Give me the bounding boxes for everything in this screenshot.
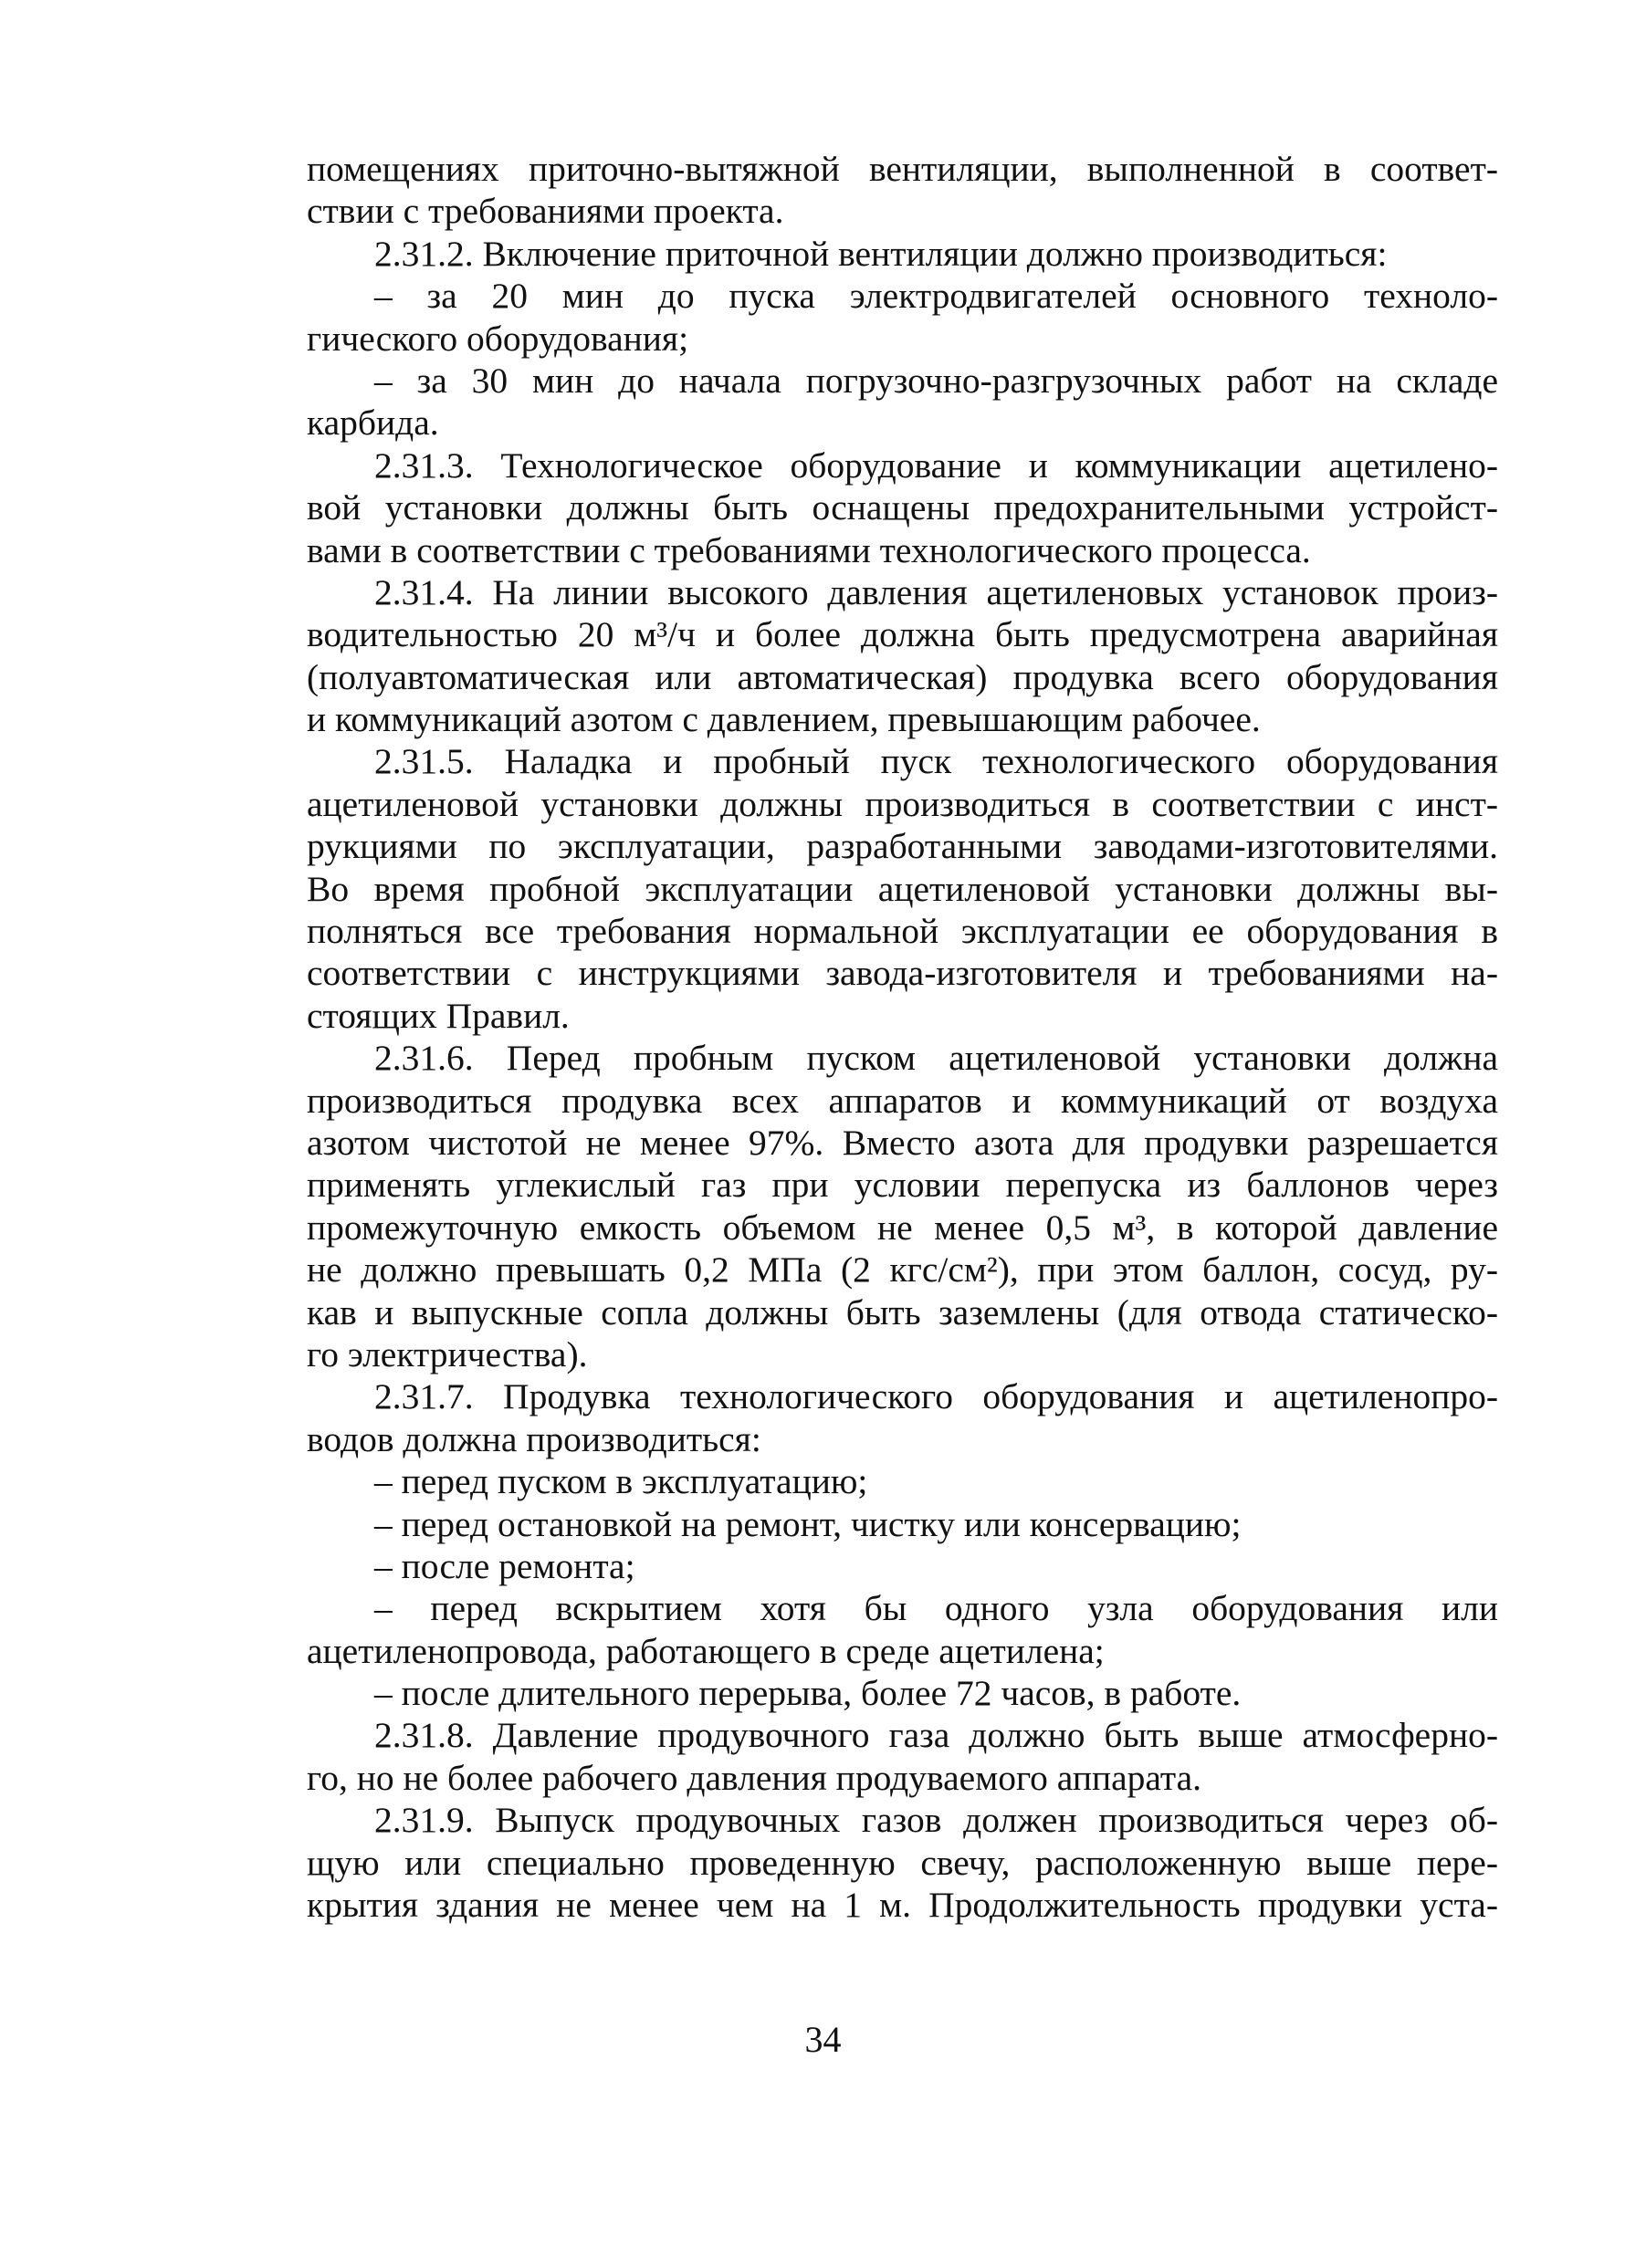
text-line: вами в соответствии с требованиями технологического процесса.	[307, 529, 1311, 570]
text-line: полняться все требования нормальной эксплуатации ее оборудования в	[307, 911, 1498, 952]
text-line: не должно превышать 0,2 МПа (2 кгс/см²), при этом баллон, сосуд, ру-	[307, 1249, 1498, 1291]
text-line: ацетиленопровода, работающего в среде ацетилена;	[307, 1630, 1105, 1671]
text-line: водительностью 20 м³/ч и более должна быть предусмотрена аварийная	[307, 614, 1498, 655]
text-line: (полуавтоматическая или автоматическая) продувка всего оборудования	[307, 656, 1498, 697]
text-line: ствии с требованиями проекта.	[307, 191, 784, 232]
clause-2-31-2: 2.31.2. Включение приточной вентиляции должно производиться:	[374, 233, 1388, 274]
clause-2-31-8: 2.31.8. Давление продувочного газа должно быть выше атмосферно-	[374, 1715, 1498, 1756]
list-item: – за 20 мин до пуска электродвигателей основного техноло-	[374, 276, 1498, 317]
text-line: го, но не более рабочего давления продуваемого аппарата.	[307, 1757, 1202, 1798]
clause-2-31-3: 2.31.3. Технологическое оборудование и коммуникации ацетилено-	[374, 444, 1498, 486]
text-line: го электричества).	[307, 1333, 588, 1374]
text-line: вой установки должны быть оснащены предохранительными устройст-	[307, 487, 1498, 528]
text-line: щую или специально проведенную свечу, расположенную выше пере-	[307, 1842, 1498, 1883]
text-line: соответствии с инструкциями завода-изготовителя и требованиями на-	[307, 953, 1498, 994]
clause-2-31-7: 2.31.7. Продувка технологического оборудования и ацетиленопро-	[374, 1376, 1498, 1417]
clause-2-31-6: 2.31.6. Перед пробным пуском ацетиленовой установки должна	[374, 1038, 1498, 1079]
list-item: – после длительного перерыва, более 72 часов, в работе.	[374, 1673, 1242, 1714]
clause-2-31-4: 2.31.4. На линии высокого давления ацетиленовых установок произ-	[374, 571, 1498, 612]
text-line: азотом чистотой не менее 97%. Вместо азота для продувки разрешается	[307, 1122, 1498, 1163]
list-item: – перед вскрытием хотя бы одного узла оборудования или	[374, 1588, 1498, 1629]
page-number: 34	[804, 2019, 842, 2060]
text-line: промежуточную емкость объемом не менее 0,5 м³, в которой давление	[307, 1207, 1498, 1248]
text-line: водов должна производиться:	[307, 1418, 761, 1459]
text-line: стоящих Правил.	[307, 995, 570, 1036]
list-item: – за 30 мин до начала погрузочно-разгрузочных работ на складе	[374, 360, 1498, 401]
list-item: – после ремонта;	[374, 1545, 635, 1586]
list-item: – перед пуском в эксплуатацию;	[374, 1461, 868, 1502]
list-item: – перед остановкой на ремонт, чистку или консервацию;	[374, 1503, 1242, 1544]
body-text	[307, 148, 1498, 1926]
text-line: рукциями по эксплуатации, разработанными заводами-изготовителями.	[307, 826, 1498, 867]
text-line: кав и выпускные сопла должны быть заземлены (для отвода статическо-	[307, 1291, 1498, 1333]
text-line: применять углекислый газ при условии перепуска из баллонов через	[307, 1165, 1498, 1206]
text-line: Во время пробной эксплуатации ацетиленовой установки должны вы-	[307, 868, 1498, 909]
text-line: карбида.	[307, 402, 439, 444]
text-line: гического оборудования;	[307, 318, 689, 359]
text-line: помещениях приточно-вытяжной вентиляции, выполненной в соответ-	[307, 149, 1498, 189]
text-line: ацетиленовой установки должны производиться в соответствии с инст-	[307, 783, 1498, 824]
text-line: производиться продувка всех аппаратов и коммуникаций от воздуха	[307, 1080, 1498, 1121]
text-line: и коммуникаций азотом с давлением, превышающим рабочее.	[307, 699, 1261, 740]
clause-2-31-9: 2.31.9. Выпуск продувочных газов должен производиться через об-	[374, 1800, 1498, 1841]
text-line: крытия здания не менее чем на 1 м. Продолжительность продувки уста-	[307, 1885, 1498, 1926]
clause-2-31-5: 2.31.5. Наладка и пробный пуск технологического оборудования	[374, 741, 1498, 782]
